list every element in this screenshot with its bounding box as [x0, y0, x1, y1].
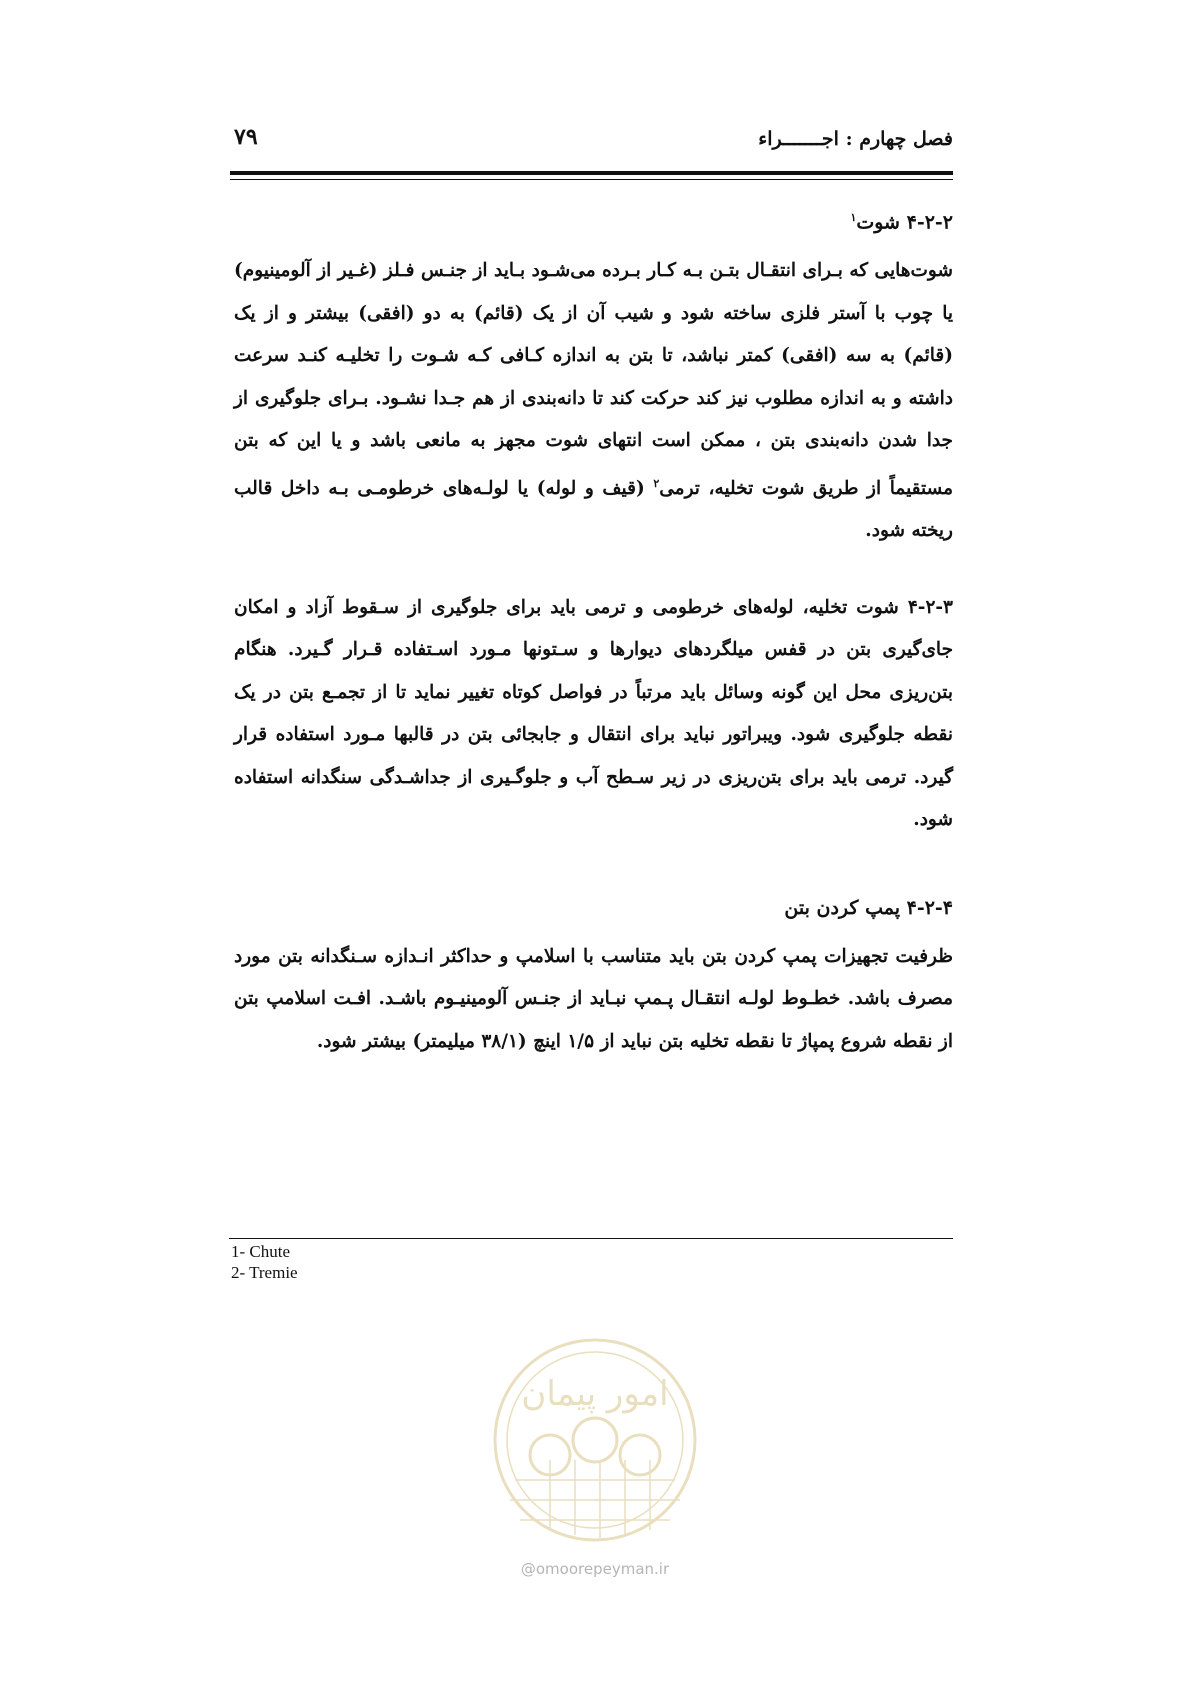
- watermark-logo-text: امور پیمان: [521, 1374, 669, 1414]
- chapter-title: فصل چهارم : اجـــــــراء: [758, 128, 953, 150]
- watermark-logo: [480, 1330, 710, 1590]
- footnotes: [231, 1241, 298, 1283]
- header-rule-thick: [230, 171, 953, 175]
- footnote-marker-1: ۱: [850, 211, 857, 224]
- footnote-1: 1- Chute: [231, 1242, 291, 1261]
- header-rule-thin: [230, 179, 953, 180]
- section-heading-pumping: ۴-۲-۴ پمپ کردن بتن: [784, 896, 953, 919]
- heading-text: ۴-۲-۲ شوت: [856, 211, 953, 234]
- footnote-marker-2: ۲: [653, 476, 660, 490]
- section-heading-chute: [234, 198, 953, 242]
- paragraph-discharge: ۴-۲-۳ شوت تخلیه، لوله‌های خرطومی و ترمی باید برای جلوگیری از سـقوط آزاد و امکان جای‌گیری بتن در قفس میلگردهای دیوارها و سـتونها مـورد اسـتفاده قـرار گـیرد. هنگام بتن‌ریزی محل این گونه وسائل باید مرتباً در فواصل کوتاه تغییر نماید تا از تجمـع بتن در یک نقطه جلوگیری شود. ویبراتور نباید برای انتقال و جابجائی بتن در قالبها مـورد استفاده قرار گیرد. ترمی باید برای بتن‌ریزی در زیر سـطح آب و جلوگـیری از جداشـدگی سنگدانه استفاده شود.: [234, 596, 953, 831]
- page-number: ۷۹: [234, 124, 258, 150]
- paragraph-chute: [234, 250, 953, 553]
- paragraph-chute-text: شوت‌هایی که بـرای انتقـال بتـن بـه کـار بـرده می‌شـود بـاید از جنـس فـلز (غـیر از آلومینیوم) یا چوب با آستر فلزی ساخته شود و شیب آن از یک (قائم) به دو (افقی) بیشتر و از یک (قائم) به سه (افقی) کمتر نباشد، تا بتن به اندازه کـافی کـه شـوت را تخلیـه کنـد سرعت داشته و به اندازه مطلوب نیز کند حرکت کند تا دانه‌بندی از هم جـدا نشـود. بـرای جلوگیری از جدا شدن دانه‌بندی بتن ، ممکن است انتهای شوت مجهز به مانعی باشد و یا این که بتن مستقیماً از طریق شوت تخلیه، ترمی: [234, 260, 954, 499]
- page-body: [234, 198, 953, 1063]
- footnote-rule: [229, 1238, 953, 1239]
- watermark-site: @omoorepeyman.ir: [520, 1560, 670, 1578]
- paragraph-pumping: ظرفیت تجهیزات پمپ کردن بتن باید متناسب با اسلامپ و حداکثر انـدازه سـنگدانه بتن مورد مصرف باشد. خطـوط لولـه انتقـال پـمپ نبـاید از جنـس آلومینیـوم باشـد. افـت اسلامپ بتن از نقطه شروع پمپاژ تا نقطه تخلیه بتن نباید از ۱/۵ اینچ (۳۸/۱ میلیمتر) بیشتر شود.: [234, 945, 953, 1052]
- page-header: [230, 124, 953, 158]
- paragraph-chute-text-end: (قیف و لوله) یا لولـه‌های خرطومـی بـه داخل قالب ریخته شود.: [234, 477, 953, 542]
- footnote-2: 2- Tremie: [231, 1263, 298, 1282]
